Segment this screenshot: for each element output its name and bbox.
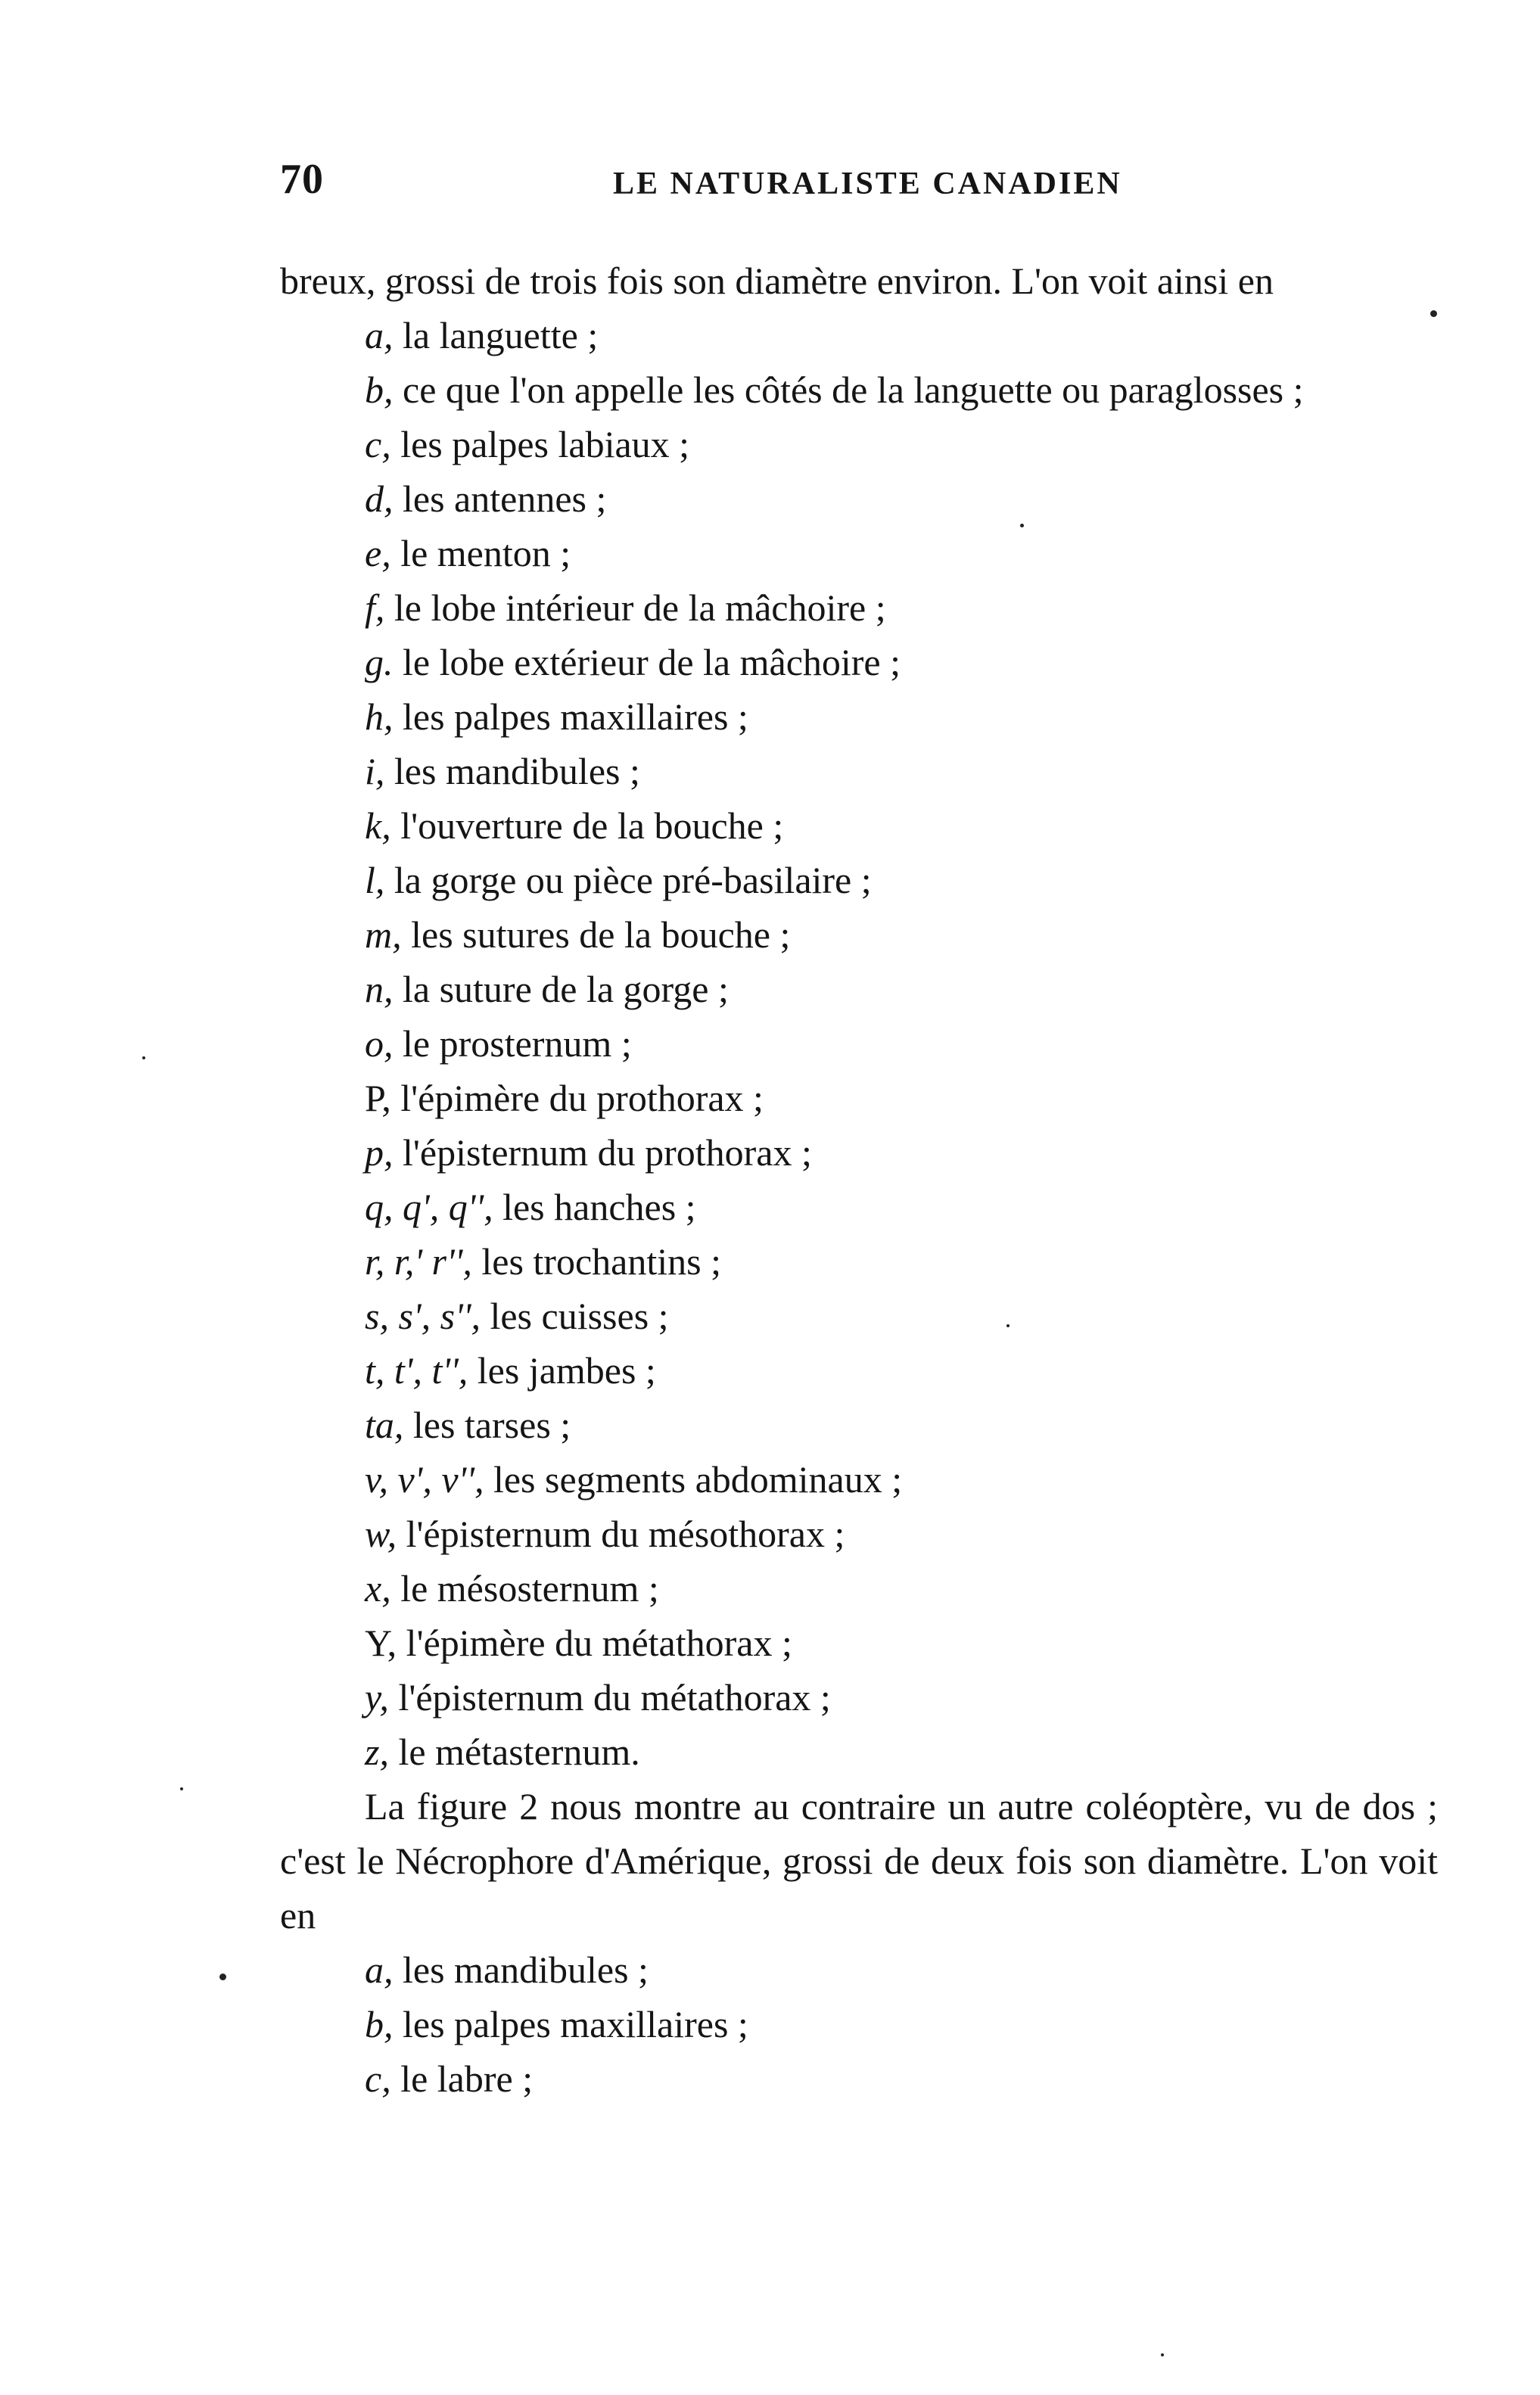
item-text: les antennes ; xyxy=(393,477,607,520)
item-text: les palpes maxillaires ; xyxy=(393,2003,748,2045)
item-text: les hanches ; xyxy=(493,1186,696,1228)
item-text: les palpes labiaux ; xyxy=(390,423,690,465)
item-text: les palpes maxillaires ; xyxy=(393,695,748,738)
item-text: l'épisternum du mésothorax ; xyxy=(397,1513,845,1555)
item-text: le métasternum. xyxy=(388,1731,640,1773)
item-letter: P, xyxy=(365,1077,391,1119)
item-letter: i, xyxy=(365,750,385,792)
intro-paragraph: breux, grossi de trois fois son diamètre environ. L'on voit ainsi en xyxy=(280,260,1274,302)
item-text: l'épisternum du prothorax ; xyxy=(393,1131,812,1174)
item-text: la suture de la gorge ; xyxy=(393,968,729,1010)
item-text: le mésosternum ; xyxy=(390,1567,659,1610)
list-item xyxy=(280,853,1438,907)
item-text: le prosternum ; xyxy=(393,1022,632,1065)
ink-speck xyxy=(1006,1324,1010,1327)
list-item xyxy=(280,1616,1438,1670)
item-text: les tarses ; xyxy=(403,1404,571,1446)
list-item xyxy=(280,1452,1438,1507)
list-item xyxy=(280,580,1438,635)
list-item xyxy=(280,1561,1438,1616)
list-item xyxy=(280,1071,1438,1125)
item-letter: b, xyxy=(365,369,394,411)
item-letter: k, xyxy=(365,804,391,847)
item-letter: p, xyxy=(365,1131,394,1174)
item-letter: t, t', t'', xyxy=(365,1349,468,1392)
item-text: les sutures de la bouche ; xyxy=(401,913,791,956)
list-item xyxy=(280,1289,1438,1343)
item-letter: w, xyxy=(365,1513,397,1555)
item-text: le lobe extérieur de la mâchoire ; xyxy=(393,641,901,683)
item-text: les trochantins ; xyxy=(471,1240,721,1283)
item-text: l'épimère du prothorax ; xyxy=(390,1077,764,1119)
item-letter: b, xyxy=(365,2003,394,2045)
ink-speck xyxy=(142,1056,145,1059)
item-text: l'épisternum du métathorax ; xyxy=(388,1676,831,1718)
page-header xyxy=(280,155,1400,208)
list-item xyxy=(280,2051,1438,2106)
list-item xyxy=(280,1942,1438,1997)
running-head: LE NATURALISTE CANADIEN xyxy=(613,166,1122,201)
item-text: les cuisses ; xyxy=(480,1295,669,1337)
item-letter: c, xyxy=(365,423,391,465)
list-item xyxy=(280,1125,1438,1180)
item-text: les mandibules ; xyxy=(384,750,640,792)
item-letter: m, xyxy=(365,913,402,956)
item-letter: o, xyxy=(365,1022,394,1065)
list-item xyxy=(280,1343,1438,1398)
figure-2-paragraph: La figure 2 nous montre au contraire un autre coléoptère, vu de dos ; c'est le Nécrophore d'Amérique, grossi de deux fois son diamètre. L'on voit en xyxy=(280,1785,1438,1936)
entry-list-2 xyxy=(280,1942,1438,2106)
item-letter: x, xyxy=(365,1567,391,1610)
item-letter: a, xyxy=(365,314,394,356)
list-item xyxy=(280,1670,1438,1725)
list-item xyxy=(280,1725,1438,1779)
list-item xyxy=(280,1180,1438,1234)
item-letter: ta, xyxy=(365,1404,404,1446)
item-letter: v, v', v'', xyxy=(365,1458,484,1501)
item-letter: d, xyxy=(365,477,394,520)
ink-speck xyxy=(1020,524,1024,527)
list-item xyxy=(280,744,1438,798)
item-letter: e, xyxy=(365,532,391,574)
list-item xyxy=(280,471,1438,526)
list-item xyxy=(280,1398,1438,1452)
item-text: ce que l'on appelle les côtés de la languette ou paraglosses ; xyxy=(393,369,1304,411)
ink-speck xyxy=(1430,310,1437,317)
item-text: le menton ; xyxy=(390,532,571,574)
item-letter: n, xyxy=(365,968,394,1010)
item-letter: f, xyxy=(365,586,385,629)
item-letter: y, xyxy=(365,1676,389,1718)
item-letter: z, xyxy=(365,1731,389,1773)
list-item xyxy=(280,1016,1438,1071)
list-item xyxy=(280,1507,1438,1561)
list-item xyxy=(280,526,1438,580)
item-letter: s, s', s'', xyxy=(365,1295,481,1337)
body-text xyxy=(280,253,1438,2106)
list-item xyxy=(280,362,1438,417)
page-number: 70 xyxy=(280,156,324,203)
list-item xyxy=(280,635,1438,689)
list-item xyxy=(280,417,1438,471)
item-letter: a, xyxy=(365,1949,394,1991)
item-letter: Y, xyxy=(365,1622,397,1664)
list-item xyxy=(280,907,1438,962)
item-text: les jambes ; xyxy=(468,1349,656,1392)
ink-speck xyxy=(1161,2353,1164,2356)
item-letter: h, xyxy=(365,695,394,738)
entry-list-1 xyxy=(280,308,1438,1779)
item-text: le lobe intérieur de la mâchoire ; xyxy=(384,586,886,629)
list-item xyxy=(280,689,1438,744)
list-item xyxy=(280,308,1438,362)
item-text: l'ouverture de la bouche ; xyxy=(390,804,784,847)
list-item xyxy=(280,798,1438,853)
item-text: la gorge ou pièce pré-basilaire ; xyxy=(384,859,872,901)
list-item xyxy=(280,1997,1438,2051)
ink-speck xyxy=(180,1787,183,1790)
item-letter: c, xyxy=(365,2058,391,2100)
item-letter: l, xyxy=(365,859,385,901)
item-text: les segments abdominaux ; xyxy=(484,1458,903,1501)
item-text: la languette ; xyxy=(393,314,599,356)
ink-speck xyxy=(219,1974,226,1980)
item-text: les mandibules ; xyxy=(393,1949,649,1991)
item-letter: r, r,' r'', xyxy=(365,1240,472,1283)
list-item xyxy=(280,962,1438,1016)
list-item xyxy=(280,1234,1438,1289)
item-letter: q, q', q'', xyxy=(365,1186,493,1228)
item-letter: g. xyxy=(365,641,394,683)
item-text: le labre ; xyxy=(390,2058,534,2100)
item-text: l'épimère du métathorax ; xyxy=(397,1622,792,1664)
